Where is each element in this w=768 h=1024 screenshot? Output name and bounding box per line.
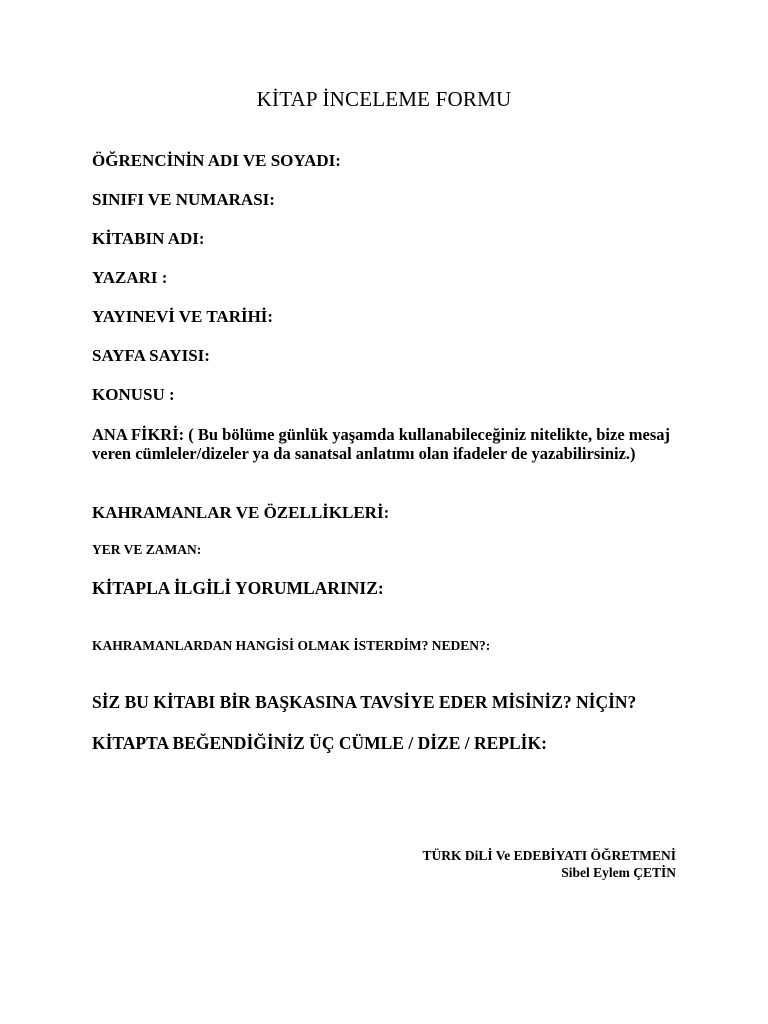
publisher-date-label: YAYINEVİ VE TARİHİ: — [92, 307, 274, 326]
form-title: KİTAP İNCELEME FORMU — [256, 87, 512, 111]
characters-label: KAHRAMANLAR VE ÖZELLİKLERİ: — [92, 503, 390, 522]
place-time-label: YER VE ZAMAN: — [92, 542, 202, 557]
recommend-label: SİZ BU KİTABI BİR BAŞKASINA TAVSİYE EDER MİSİNİZ? NİÇİN? — [92, 692, 637, 712]
student-name-label: ÖĞRENCİNİN ADI VE SOYADI: — [92, 151, 341, 170]
signature-role: TÜRK DiLİ Ve EDEBİYATI ÖĞRETMENİ — [422, 848, 676, 863]
signature-block — [422, 847, 676, 881]
page-count-label: SAYFA SAYISI: — [92, 346, 210, 365]
which-character-label: KAHRAMANLARDAN HANGİSİ OLMAK İSTERDİM? NEDEN?: — [92, 638, 491, 653]
class-number-label: SINIFI VE NUMARASI: — [92, 190, 275, 209]
subject-label: KONUSU : — [92, 385, 175, 404]
book-name-label: KİTABIN ADI: — [92, 229, 205, 248]
author-label: YAZARI : — [92, 268, 168, 287]
main-idea-label: ANA FİKRİ: ( Bu bölüme günlük yaşamda kullanabileceğiniz nitelikte, bize mesaj veren cümleler/dizeler ya da sanatsal anlatımı olan ifadeler de yazabilirsiniz.) — [92, 425, 671, 463]
signature-name: Sibel Eylem ÇETİN — [561, 865, 676, 880]
favorite-quotes-label: KİTAPTA BEĞENDİĞİNİZ ÜÇ CÜMLE / DİZE / REPLİK: — [92, 733, 547, 753]
comments-label: KİTAPLA İLGİLİ YORUMLARINIZ: — [92, 578, 384, 598]
